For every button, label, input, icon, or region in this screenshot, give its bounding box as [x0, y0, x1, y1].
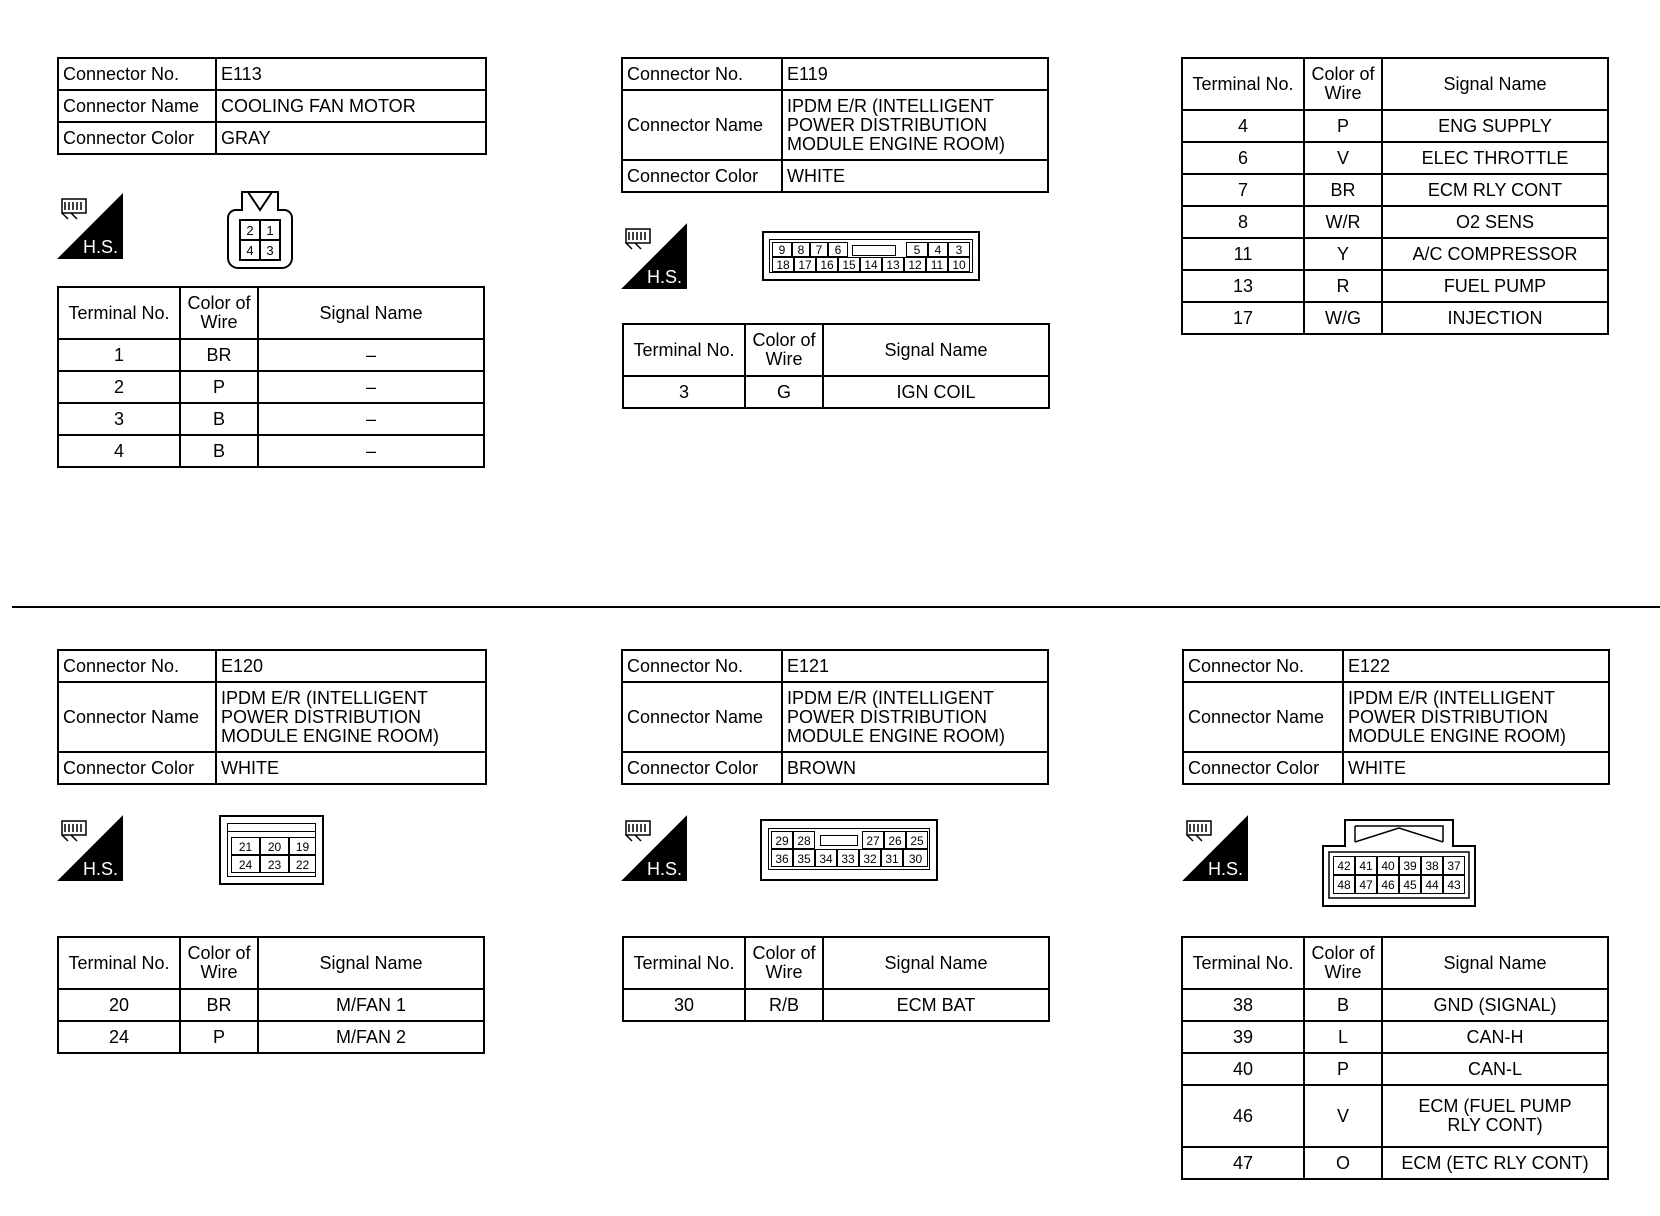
pin-label: 10	[948, 257, 970, 272]
table-row: 6 V ELEC THROTTLE	[1182, 142, 1608, 174]
pin-label: 34	[815, 849, 837, 867]
pin-label: 41	[1355, 856, 1377, 875]
signal-name-multiline: ECM (FUEL PUMP RLY CONT)	[1382, 1085, 1608, 1147]
connector-color-label: Connector Color	[1183, 752, 1343, 784]
pin-label: 21	[231, 837, 260, 855]
terminal-no-header: Terminal No.	[1182, 58, 1304, 110]
connector-color-label: Connector Color	[58, 122, 216, 154]
table-row: 47 O ECM (ETC RLY CONT)	[1182, 1147, 1608, 1179]
e119-terminal-table-continued	[1181, 57, 1609, 335]
svg-text:H.S.: H.S.	[1208, 859, 1244, 879]
signal-name-header: Signal Name	[823, 324, 1049, 376]
table-row: 20 BR M/FAN 1	[58, 989, 484, 1021]
e122-connector-info	[1182, 649, 1610, 785]
pin-label: 3	[266, 243, 274, 258]
signal-name-header: Signal Name	[258, 287, 484, 339]
pin-label: 31	[881, 849, 903, 867]
terminal-no-header: Terminal No.	[58, 937, 180, 989]
pin-label: 29	[771, 831, 793, 849]
pin-label: 48	[1333, 875, 1355, 894]
connector-no-value: E120	[216, 650, 486, 682]
connector-name-value: COOLING FAN MOTOR	[216, 90, 486, 122]
pin-label: 39	[1399, 856, 1421, 875]
table-row: 3 G IGN COIL	[623, 376, 1049, 408]
pin-label: 16	[816, 257, 838, 272]
pin-label: 43	[1443, 875, 1465, 894]
svg-text:H.S.: H.S.	[647, 267, 683, 287]
pin-label: 30	[903, 849, 928, 867]
e120-connector-info	[57, 649, 487, 785]
e119-terminal-table	[622, 323, 1050, 409]
pin-label: 37	[1443, 856, 1465, 875]
pin-label: 4	[928, 242, 948, 257]
connector-name-value: IPDM E/R (INTELLIGENT POWER DISTRIBUTION MODULE ENGINE ROOM)	[1343, 682, 1609, 752]
table-row: 40 P CAN-L	[1182, 1053, 1608, 1085]
hs-icon	[57, 815, 123, 881]
pin-label: 47	[1355, 875, 1377, 894]
pin-label: 33	[837, 849, 859, 867]
pin-label: 9	[772, 242, 792, 257]
table-row: 4 B –	[58, 435, 484, 467]
table-row: 30 R/B ECM BAT	[623, 989, 1049, 1021]
svg-text:H.S.: H.S.	[83, 859, 119, 879]
terminal-no-header: Terminal No.	[58, 287, 180, 339]
table-row: 17 W/G INJECTION	[1182, 302, 1608, 334]
pin-label: 36	[771, 849, 793, 867]
connector-no-value: E121	[782, 650, 1048, 682]
connector-color-value: WHITE	[1343, 752, 1609, 784]
color-of-wire-header: Color of Wire	[180, 937, 258, 989]
e119-connector-face-icon	[762, 231, 980, 281]
signal-name-header: Signal Name	[258, 937, 484, 989]
table-row: 39 L CAN-H	[1182, 1021, 1608, 1053]
connector-name-value: IPDM E/R (INTELLIGENT POWER DISTRIBUTION MODULE ENGINE ROOM)	[782, 90, 1048, 160]
pin-label: 28	[793, 831, 815, 849]
e119-connector-info	[621, 57, 1049, 193]
connector-no-label: Connector No.	[1183, 650, 1343, 682]
e113-terminal-table	[57, 286, 485, 468]
pin-label: 20	[260, 837, 289, 855]
pin-label: 27	[862, 831, 884, 849]
pin-label: 7	[810, 242, 828, 257]
pin-label: 23	[260, 855, 289, 873]
pin-label: 26	[884, 831, 906, 849]
table-row: 38 B GND (SIGNAL)	[1182, 989, 1608, 1021]
e113-connector-info	[57, 57, 487, 155]
pin-label: 22	[289, 855, 316, 873]
table-row: 3 B –	[58, 403, 484, 435]
pin-label: 32	[859, 849, 881, 867]
pin-label: 12	[904, 257, 926, 272]
pin-label: 1	[266, 223, 274, 238]
connector-no-value: E122	[1343, 650, 1609, 682]
signal-name-header: Signal Name	[823, 937, 1049, 989]
e113-connector-face-icon	[220, 190, 300, 276]
connector-color-label: Connector Color	[622, 160, 782, 192]
pin-label: 15	[838, 257, 860, 272]
connector-name-label: Connector Name	[58, 90, 216, 122]
svg-text:H.S.: H.S.	[647, 859, 683, 879]
connector-color-value: WHITE	[782, 160, 1048, 192]
connector-color-value: BROWN	[782, 752, 1048, 784]
pin-label: 13	[882, 257, 904, 272]
connector-no-label: Connector No.	[622, 650, 782, 682]
connector-color-value: GRAY	[216, 122, 486, 154]
connector-color-value: WHITE	[216, 752, 486, 784]
pin-label: 11	[926, 257, 948, 272]
color-of-wire-header: Color of Wire	[745, 937, 823, 989]
e121-connector-face-icon	[760, 819, 938, 881]
connector-no-label: Connector No.	[622, 58, 782, 90]
terminal-no-header: Terminal No.	[623, 937, 745, 989]
pin-label: 25	[906, 831, 928, 849]
e120-terminal-table	[57, 936, 485, 1054]
pin-label: 18	[772, 257, 794, 272]
section-divider	[12, 606, 1660, 608]
pin-label: 6	[828, 242, 848, 257]
connector-name-value: IPDM E/R (INTELLIGENT POWER DISTRIBUTION MODULE ENGINE ROOM)	[782, 682, 1048, 752]
pin-label: 3	[948, 242, 970, 257]
e121-terminal-table	[622, 936, 1050, 1022]
connector-name-value: IPDM E/R (INTELLIGENT POWER DISTRIBUTION MODULE ENGINE ROOM)	[216, 682, 486, 752]
connector-no-value: E113	[216, 58, 486, 90]
table-row: 4 P ENG SUPPLY	[1182, 110, 1608, 142]
pin-label: 14	[860, 257, 882, 272]
pin-label: 5	[906, 242, 928, 257]
pin-label: 19	[289, 837, 316, 855]
pin-label: 40	[1377, 856, 1399, 875]
color-of-wire-header: Color of Wire	[1304, 937, 1382, 989]
hs-icon	[621, 815, 687, 881]
table-row: 24 P M/FAN 2	[58, 1021, 484, 1053]
table-row: 13 R FUEL PUMP	[1182, 270, 1608, 302]
table-row: 7 BR ECM RLY CONT	[1182, 174, 1608, 206]
e121-connector-info	[621, 649, 1049, 785]
pin-label: 45	[1399, 875, 1421, 894]
table-row: 11 Y A/C COMPRESSOR	[1182, 238, 1608, 270]
color-of-wire-header: Color of Wire	[745, 324, 823, 376]
pin-label: 44	[1421, 875, 1443, 894]
color-of-wire-header: Color of Wire	[1304, 58, 1382, 110]
terminal-no-header: Terminal No.	[1182, 937, 1304, 989]
connector-name-label: Connector Name	[622, 682, 782, 752]
pin-label: 35	[793, 849, 815, 867]
connector-no-label: Connector No.	[58, 58, 216, 90]
pin-label: 38	[1421, 856, 1443, 875]
e122-terminal-table	[1181, 936, 1609, 1180]
pin-label: 46	[1377, 875, 1399, 894]
connector-color-label: Connector Color	[622, 752, 782, 784]
connector-name-label: Connector Name	[58, 682, 216, 752]
table-row: 1 BR –	[58, 339, 484, 371]
signal-name-header: Signal Name	[1382, 937, 1608, 989]
terminal-no-header: Terminal No.	[623, 324, 745, 376]
pin-label: 2	[246, 223, 254, 238]
e120-connector-face-icon	[219, 815, 324, 885]
table-row: 2 P –	[58, 371, 484, 403]
connector-name-label: Connector Name	[622, 90, 782, 160]
hs-icon	[1182, 815, 1248, 881]
table-row: 46 V ECM (FUEL PUMP RLY CONT)	[1182, 1085, 1608, 1147]
signal-name-header: Signal Name	[1382, 58, 1608, 110]
hs-icon	[621, 223, 687, 289]
hs-label: H.S.	[83, 237, 119, 257]
e122-connector-face-icon	[1321, 818, 1477, 908]
color-of-wire-header: Color of Wire	[180, 287, 258, 339]
table-row: 8 W/R O2 SENS	[1182, 206, 1608, 238]
connector-no-label: Connector No.	[58, 650, 216, 682]
pin-label: 4	[246, 243, 254, 258]
pin-label: 24	[231, 855, 260, 873]
pin-label: 42	[1333, 856, 1355, 875]
connector-name-label: Connector Name	[1183, 682, 1343, 752]
pin-label: 8	[792, 242, 810, 257]
pin-label: 17	[794, 257, 816, 272]
hs-icon	[57, 193, 123, 259]
connector-no-value: E119	[782, 58, 1048, 90]
connector-color-label: Connector Color	[58, 752, 216, 784]
